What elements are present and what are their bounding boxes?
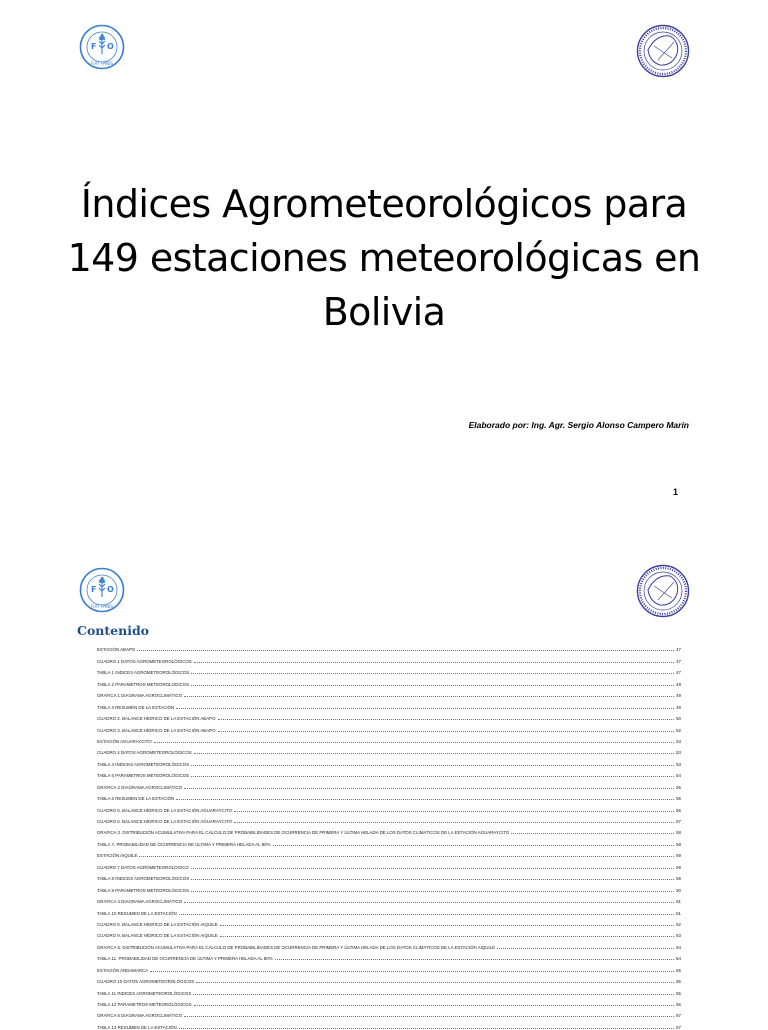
toc-entry-page: 55 [676, 796, 681, 802]
toc-entry[interactable] [97, 916, 681, 927]
toc-entry-label: CUADRO 8. BALANCE HÍDRICO DE LA ESTACIÓN AIQUILE [97, 921, 218, 927]
toc-entry-page: 53 [676, 750, 681, 756]
toc-entry[interactable] [97, 767, 681, 778]
toc-entry-page: 58 [676, 841, 681, 847]
fao-letter-f: F [91, 42, 97, 51]
toc-entry-label: CUADRO 10 DATOS AGROMETEOROLÓGICOS [97, 979, 195, 985]
toc-entry-page: 49 [676, 704, 681, 710]
toc-entry-page: 63 [676, 933, 681, 939]
toc-entry-label: CUADRO 4 DATOS AGROMETEOROLÓGICOS [97, 750, 192, 756]
toc-leader-dots [220, 936, 674, 937]
toc-entry-label: CUADRO 1 DATOS AGROMETEOROLÓGICOS [97, 658, 192, 664]
toc-entry[interactable] [97, 790, 681, 801]
table-of-contents [97, 641, 681, 1030]
toc-entry[interactable] [97, 984, 681, 995]
toc-entry[interactable] [97, 950, 681, 961]
toc-entry[interactable] [97, 893, 681, 904]
toc-entry-label: CUADRO 6. BALANCE HÍDRICO DE LA ESTACIÓN AGUARAYCITO [97, 819, 232, 824]
toc-entry-label: GRÁFICA 4 DIAGRAMA AGROCLIMÁTICO [97, 899, 183, 905]
toc-entry-label: TABLA 8 INDICES AGROMETEOROLÓGICOS [97, 876, 190, 882]
title-line: Índices Agrometeorológicos para [80, 182, 688, 226]
toc-entry[interactable] [97, 1007, 681, 1018]
toc-leader-dots [497, 948, 674, 949]
title-line: Bolivia [322, 290, 446, 334]
toc-entry-label: TABLA 7. PROBABILIDAD DE OCURRENCIA DE ÚLTIMA Y PRIMERA HELADA AL 80% [97, 841, 271, 847]
toc-leader-dots [191, 891, 674, 892]
toc-entry-page: 57 [676, 819, 681, 824]
toc-entry-page: 61 [676, 910, 681, 916]
toc-entry-page: 47 [676, 647, 681, 653]
toc-entry[interactable] [97, 721, 681, 732]
toc-entry-page: 59 [676, 853, 681, 859]
toc-entry[interactable] [97, 687, 681, 698]
toc-entry-page: 64 [676, 956, 681, 962]
toc-entry[interactable] [97, 1018, 681, 1029]
toc-entry[interactable] [97, 927, 681, 938]
toc-entry-label: CUADRO 5. BALANCE HÍDRICO DE LA ESTACIÓN AGUARAYCITO [97, 807, 232, 813]
toc-entry-label: CUADRO 7 DATOS AGROMETEOROLOGICO [97, 864, 189, 870]
toc-leader-dots [191, 685, 674, 686]
toc-entry-page: 47 [676, 658, 681, 664]
toc-leader-dots [139, 856, 674, 857]
senamhi-seal-logo [636, 564, 690, 618]
toc-entry[interactable] [97, 652, 681, 663]
toc-entry[interactable] [97, 710, 681, 721]
fao-motto: FIAT PANIS [90, 604, 114, 609]
toc-entry[interactable] [97, 824, 681, 835]
toc-entry-label: GRÁFICA 2 DIAGRAMA AGROCLIMÁTICO [97, 784, 183, 790]
toc-entry-page: 56 [676, 807, 681, 813]
toc-entry-label: ESTACIÓN ABAPO [97, 647, 136, 653]
toc-entry-page: 48 [676, 681, 681, 687]
toc-entry[interactable] [97, 778, 681, 789]
toc-entry[interactable] [97, 641, 681, 652]
toc-entry-label: ESTACIÓN ANDAMARCA [97, 967, 149, 973]
toc-heading: Contenido [77, 623, 150, 638]
toc-entry-label: TABLA 1 INDICES AGROMETEOROLÓGICOS [97, 670, 190, 676]
fao-letter-a: A [99, 576, 106, 585]
toc-entry[interactable] [97, 744, 681, 755]
toc-leader-dots [184, 696, 674, 697]
toc-entry-page: 55 [676, 784, 681, 790]
toc-entry-page: 67 [676, 1013, 681, 1019]
toc-entry-page: 58 [676, 830, 681, 836]
toc-leader-dots [218, 719, 675, 720]
toc-entry[interactable] [97, 973, 681, 984]
fao-motto: FIAT PANIS [90, 61, 114, 66]
toc-entry-page: 59 [676, 876, 681, 882]
senamhi-seal-logo [636, 24, 690, 78]
toc-entry-label: CUADRO 9. BALANCE HÍDRICO DE LA ESTACIÓN AIQUILE [97, 933, 218, 939]
toc-entry-page: 64 [676, 944, 681, 950]
toc-entry-label: CUADRO 3. BALANCE HÍDRICO DE LA ESTACIÓN ABAPO [97, 727, 216, 733]
toc-leader-dots [191, 776, 674, 777]
fao-letter-a: A [99, 33, 106, 42]
toc-entry[interactable] [97, 675, 681, 686]
toc-leader-dots [179, 1028, 674, 1029]
toc-leader-dots [191, 673, 674, 674]
toc-entry-label: TABLA 6 RESUMEN DE LA ESTACIÓN [97, 796, 175, 802]
toc-leader-dots [275, 959, 675, 960]
toc-leader-dots [194, 662, 674, 663]
toc-leader-dots [193, 994, 674, 995]
toc-entry-label: ESTACIÓN AGUARAYCITO [97, 738, 152, 744]
toc-entry-page: 61 [676, 899, 681, 905]
toc-entry[interactable] [97, 664, 681, 675]
toc-leader-dots [218, 731, 675, 732]
toc-leader-dots [137, 650, 674, 651]
toc-leader-dots [176, 799, 674, 800]
author-credit: Elaborado por: Ing. Agr. Sergio Alonso Campero Marin [468, 420, 689, 430]
fao-letter-f: F [91, 585, 97, 594]
toc-entry[interactable] [97, 996, 681, 1007]
toc-entry[interactable] [97, 870, 681, 881]
toc-entry-page: 52 [676, 727, 681, 733]
fao-logo [79, 24, 125, 70]
toc-entry-label: CUADRO 2. BALANCE HÍDRICO DE LA ESTACIÓN ABAPO [97, 716, 216, 722]
toc-entry[interactable] [97, 904, 681, 915]
toc-entry-page: 67 [676, 1024, 681, 1030]
fao-logo [79, 567, 125, 613]
toc-entry-label: GRAFICA 5. DISTRIBUCIÓN ACUMULATIVA PARA EL CÁLCULO DE PROBABILIDADES DE OCURRENCIA DE PRIMERA Y ÚLTIMA HELADA DE LOS DATOS CLIMÁTICOS DE LA ESTACIÓN AIQUILE [97, 944, 496, 950]
toc-leader-dots [196, 982, 674, 983]
page-number: 1 [672, 487, 678, 497]
toc-leader-dots [150, 971, 674, 972]
toc-leader-dots [179, 914, 674, 915]
toc-entry-page: 60 [676, 887, 681, 893]
toc-entry-label: TABLA 5 PARAMETROS METEOROLÓGICOS [97, 773, 190, 779]
toc-entry-page: 53 [676, 738, 681, 744]
toc-leader-dots [191, 765, 674, 766]
toc-entry-label: TABLA 10 RESUMEN DE LA ESTACIÓN [97, 910, 177, 916]
toc-entry-label: GRAFICA 3. DISTRIBUCIÓN ACUMULATIVA PARA EL CÁLCULO DE PROBABILIDADES DE OCURRENCIA DE PRIMERA Y ÚLTIMA HELADA DE LOS DATOS CLIMÁTICOS DE LA ESTACIÓN AGUARAYCITO [97, 830, 510, 836]
toc-leader-dots [234, 822, 674, 823]
fao-letter-o: O [107, 585, 114, 594]
toc-entry-page: 62 [676, 921, 681, 927]
toc-entry[interactable] [97, 881, 681, 892]
toc-entry-page: 54 [676, 773, 681, 779]
toc-entry-page: 65 [676, 979, 681, 985]
toc-entry-label: TABLA 12 PARAMETROS METEOROLÓGICOS [97, 1002, 192, 1007]
toc-leader-dots [511, 833, 674, 834]
title-line: 149 estaciones meteorológicas en [67, 236, 701, 280]
toc-entry[interactable] [97, 961, 681, 972]
toc-entry[interactable] [97, 698, 681, 709]
toc-entry-page: 65 [676, 990, 681, 996]
toc-leader-dots [273, 845, 675, 846]
toc-entry-page: 49 [676, 693, 681, 699]
toc-entry[interactable] [97, 835, 681, 846]
toc-entry[interactable] [97, 847, 681, 858]
toc-entry[interactable] [97, 858, 681, 869]
toc-leader-dots [194, 753, 674, 754]
toc-entry-label: GRÁFICA 6 DIAGRAMA AGROCLIMÁTICO [97, 1013, 183, 1019]
toc-entry-label: TABLA 3 RESUMEN DE LA ESTACIÓN [97, 704, 175, 710]
toc-entry[interactable] [97, 801, 681, 812]
toc-leader-dots [194, 1005, 675, 1006]
toc-leader-dots [184, 902, 674, 903]
toc-leader-dots [154, 742, 674, 743]
toc-entry[interactable] [97, 755, 681, 766]
toc-entry-page: 65 [676, 967, 681, 973]
toc-entry-label: TABLA 13 RESUMEN DE LA ESTACIÓN [97, 1024, 177, 1030]
toc-entry-label: ESTACIÓN AIQUILE [97, 853, 138, 859]
toc-leader-dots [234, 811, 674, 812]
toc-entry-page: 53 [676, 761, 681, 767]
toc-entry-label: TABLA 11. PROBABILIDAD DE OCURRENCIA DE ÚLTIMA Y PRIMERA HELADA AL 80% [97, 956, 273, 962]
toc-leader-dots [191, 868, 674, 869]
toc-leader-dots [191, 879, 674, 880]
toc-entry-label: TABLA 4 INDICES AGROMETEOROLÓGICOS [97, 761, 190, 767]
toc-entry-page: 50 [676, 716, 681, 722]
toc-entry-label: GRÁFICA 1 DIAGRAMA AGROCLIMÁTICO [97, 693, 183, 699]
toc-entry[interactable] [97, 733, 681, 744]
fao-letter-o: O [107, 42, 114, 51]
toc-entry-label: TABLA 9 PARAMETROS METEOROLÓGICOS [97, 887, 190, 893]
toc-entry-page: 59 [676, 864, 681, 870]
toc-entry-label: TABLA 11 INDICES AGROMETEOROLÓGICOS [97, 990, 192, 996]
toc-entry[interactable] [97, 813, 681, 824]
toc-entry[interactable] [97, 938, 681, 949]
toc-entry-page: 47 [676, 670, 681, 676]
toc-entry-label: TABLA 2 PARAMETROS METEOROLOGICOS [97, 681, 190, 687]
toc-leader-dots [184, 1016, 674, 1017]
document-title [60, 177, 708, 339]
toc-leader-dots [184, 788, 674, 789]
toc-leader-dots [220, 925, 674, 926]
toc-leader-dots [176, 708, 674, 709]
toc-entry-page: 66 [676, 1002, 681, 1007]
